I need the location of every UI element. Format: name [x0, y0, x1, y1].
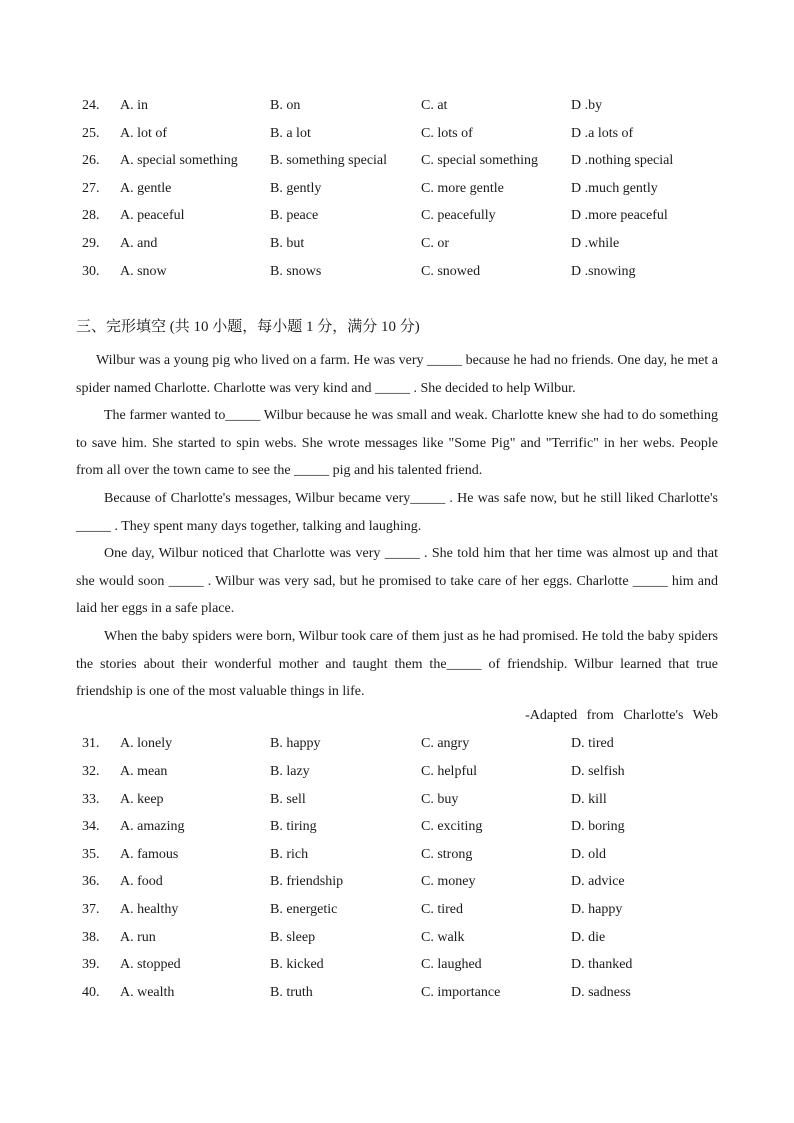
- option-b: B. on: [270, 98, 301, 113]
- option-b: B. lazy: [270, 764, 310, 779]
- option-c: C. money: [421, 874, 476, 889]
- option-c: C. strong: [421, 847, 473, 862]
- option-d: D .much gently: [571, 181, 658, 196]
- option-b: B. sleep: [270, 930, 316, 945]
- question-number: 36.: [82, 874, 100, 889]
- question-number: 39.: [82, 957, 100, 972]
- option-b: B. a lot: [270, 126, 311, 141]
- option-b: B. happy: [270, 736, 321, 751]
- question-number: 34.: [82, 819, 100, 834]
- passage-paragraph: When the baby spiders were born, Wilbur took care of them just as he had promised. He told the baby spiders the stories about their wonderful mother and taught them the_____ of friendship. Wilbur learned that true friendship is one of the most valuable things in life.: [76, 628, 718, 700]
- option-d: D. die: [571, 930, 606, 945]
- question-number: 24.: [82, 98, 100, 113]
- question-number: 30.: [82, 264, 100, 279]
- question-number: 35.: [82, 847, 100, 862]
- option-d: D .more peaceful: [571, 208, 668, 223]
- option-a: A. amazing: [120, 819, 185, 834]
- option-d: D .a lots of: [571, 126, 634, 141]
- option-b: B. tiring: [270, 819, 317, 834]
- option-a: A. famous: [120, 847, 179, 862]
- option-b: B. friendship: [270, 874, 344, 889]
- option-d: D .while: [571, 236, 620, 251]
- passage-paragraph: Because of Charlotte's messages, Wilbur became very_____ . He was safe now, but he still liked Charlotte's _____ . They spent many days together, talking and laughing.: [76, 490, 718, 534]
- question-number: 31.: [82, 736, 100, 751]
- option-b: B. rich: [270, 847, 309, 862]
- question-number: 33.: [82, 792, 100, 807]
- option-c: C. peacefully: [421, 208, 496, 223]
- question-number: 25.: [82, 126, 100, 141]
- option-a: A. snow: [120, 264, 167, 279]
- option-c: C. exciting: [421, 819, 483, 834]
- option-d: D .by: [571, 98, 603, 113]
- section-title: 三、完形填空 (共 10 小题，每小题 1 分，满分 10 分): [76, 319, 420, 335]
- option-d: D. tired: [571, 736, 614, 751]
- option-c: C. buy: [421, 792, 459, 807]
- option-c: C. tired: [421, 902, 463, 917]
- option-b: B. gently: [270, 181, 322, 196]
- question-number: 32.: [82, 764, 100, 779]
- option-d: D .nothing special: [571, 153, 674, 168]
- question-number: 29.: [82, 236, 100, 251]
- option-c: C. lots of: [421, 126, 473, 141]
- question-number: 37.: [82, 902, 100, 917]
- question-number: 28.: [82, 208, 100, 223]
- question-number: 27.: [82, 181, 100, 196]
- option-c: C. laughed: [421, 957, 482, 972]
- option-d: D. sadness: [571, 985, 631, 1000]
- option-a: A. food: [120, 874, 163, 889]
- option-c: C. snowed: [421, 264, 481, 279]
- option-a: A. run: [120, 930, 156, 945]
- cloze-passage: [76, 347, 718, 706]
- passage-paragraph: The farmer wanted to_____ Wilbur because he was small and weak. Charlotte knew she had to do something to save him. She started to spin webs. She wrote messages like "Some Pig" and "Terrific" in her webs. People from all over the town came to see the _____ pig and his talented friend.: [76, 408, 718, 479]
- option-c: C. importance: [421, 985, 501, 1000]
- option-b: B. sell: [270, 792, 306, 807]
- option-c: C. walk: [421, 930, 465, 945]
- question-number: 38.: [82, 930, 100, 945]
- question-number: 26.: [82, 153, 100, 168]
- option-b: B. energetic: [270, 902, 338, 917]
- option-d: D. happy: [571, 902, 623, 917]
- option-a: A. gentle: [120, 181, 172, 196]
- option-c: C. at: [421, 98, 448, 113]
- passage-paragraph: One day, Wilbur noticed that Charlotte was very _____ . She told him that her time was almost up and that she would soon _____ . Wilbur was very sad, but he promised to take care of her eggs. Charlotte _____ him and laid her eggs in a safe place.: [76, 546, 718, 617]
- passage-paragraph: Wilbur was a young pig who lived on a farm. He was very _____ because he had no friends. One day, he met a spider named Charlotte. Charlotte was very kind and _____ . She decided to help Wilbur.: [76, 353, 718, 396]
- option-c: C. more gentle: [421, 181, 504, 196]
- option-d: D .snowing: [571, 264, 636, 279]
- option-a: A. wealth: [120, 985, 175, 1000]
- option-a: A. healthy: [120, 902, 179, 917]
- option-c: C. angry: [421, 736, 470, 751]
- option-a: A. lot of: [120, 126, 168, 141]
- option-b: B. something special: [270, 153, 388, 168]
- option-a: A. stopped: [120, 957, 181, 972]
- question-number: 40.: [82, 985, 100, 1000]
- option-a: A. keep: [120, 792, 164, 807]
- option-b: B. but: [270, 236, 305, 251]
- option-d: D. selfish: [571, 764, 625, 779]
- option-c: C. special something: [421, 153, 539, 168]
- option-d: D. kill: [571, 792, 607, 807]
- option-c: C. helpful: [421, 764, 477, 779]
- option-d: D. old: [571, 847, 606, 862]
- option-b: B. peace: [270, 208, 319, 223]
- option-d: D. thanked: [571, 957, 633, 972]
- option-d: D. boring: [571, 819, 625, 834]
- option-b: B. truth: [270, 985, 313, 1000]
- option-a: A. and: [120, 236, 158, 251]
- option-b: B. snows: [270, 264, 322, 279]
- option-a: A. in: [120, 98, 148, 113]
- option-a: A. special something: [120, 153, 238, 168]
- option-a: A. mean: [120, 764, 168, 779]
- passage-source: -Adapted from Charlotte's Web: [525, 708, 718, 723]
- option-a: A. peaceful: [120, 208, 185, 223]
- option-b: B. kicked: [270, 957, 324, 972]
- option-d: D. advice: [571, 874, 625, 889]
- option-a: A. lonely: [120, 736, 173, 751]
- option-c: C. or: [421, 236, 449, 251]
